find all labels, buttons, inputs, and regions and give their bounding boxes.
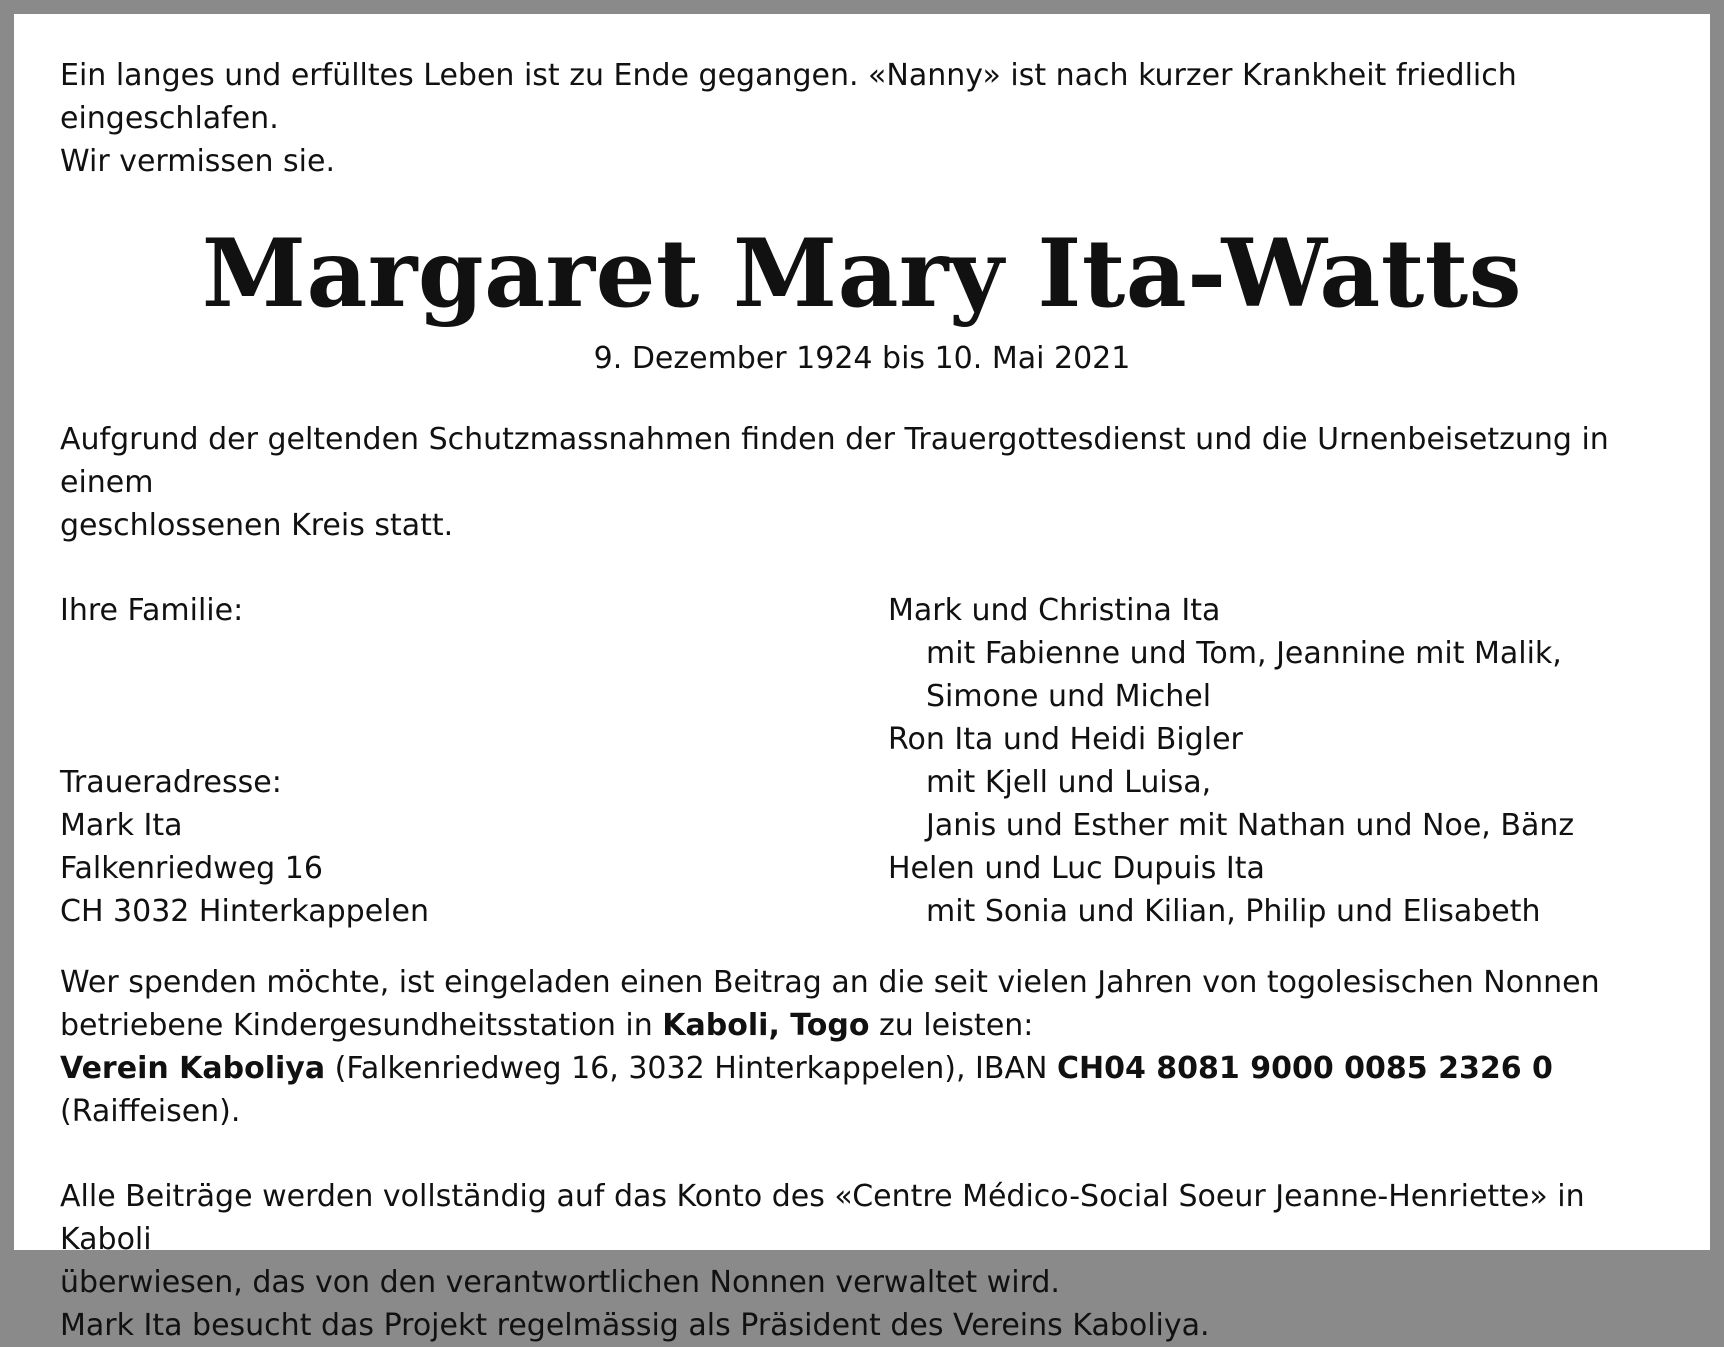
family-members	[888, 589, 1574, 933]
donation-organization: Verein Kaboliya	[60, 1051, 326, 1086]
intro-line: Wir vermissen sie.	[60, 144, 336, 179]
notice-line: geschlossenen Kreis statt.	[60, 508, 454, 543]
family-member: mit Kjell und Luisa,	[926, 765, 1212, 800]
donation-location: Kaboli, Togo	[662, 1008, 870, 1043]
donation-text: zu leisten:	[869, 1008, 1034, 1043]
family-label: Ihre Familie:	[60, 593, 244, 628]
intro-text	[60, 54, 1664, 183]
closing-line: überwiesen, das von den verantwortlichen Nonnen verwaltet wird.	[60, 1265, 1060, 1300]
family-member: Simone und Michel	[926, 679, 1212, 714]
family-member: Ron Ita und Heidi Bigler	[888, 722, 1243, 757]
closing-section	[60, 1175, 1664, 1347]
family-member: Janis und Esther mit Nathan und Noe, Bänz	[926, 808, 1575, 843]
obituary-content	[60, 54, 1664, 1347]
family-member: mit Sonia und Kilian, Philip und Elisabeth	[926, 894, 1541, 929]
donation-line: Wer spenden möchte, ist eingeladen einen Beitrag an die seit vielen Jahren von togolesischen Nonnen	[60, 965, 1600, 1000]
ceremony-notice	[60, 418, 1664, 547]
family-member: Mark und Christina Ita	[888, 593, 1221, 628]
donation-text: betriebene Kindergesundheitsstation in	[60, 1008, 663, 1043]
family-member: Helen und Luc Dupuis Ita	[888, 851, 1265, 886]
address-label: Traueradresse:	[60, 765, 282, 800]
notice-line: Aufgrund der geltenden Schutzmassnahmen finden der Trauergottesdienst und die Urnenbeisetzung in einem	[60, 422, 1609, 500]
family-section	[60, 589, 1664, 933]
mourning-address	[60, 761, 429, 933]
organization-address: (Falkenriedweg 16, 3032 Hinterkappelen), IBAN	[325, 1051, 1057, 1086]
life-dates: 9. Dezember 1924 bis 10. Mai 2021	[593, 341, 1131, 376]
closing-line: Mark Ita besucht das Projekt regelmässig als Präsident des Vereins Kaboliya.	[60, 1308, 1210, 1343]
address-city: CH 3032 Hinterkappelen	[60, 894, 429, 929]
deceased-name: Margaret Mary Ita-Watts	[201, 219, 1523, 329]
obituary-page	[14, 14, 1710, 1343]
iban-number: CH04 8081 9000 0085 2326 0	[1056, 1051, 1553, 1086]
address-street: Falkenriedweg 16	[60, 851, 323, 886]
intro-line: Ein langes und erfülltes Leben ist zu Ende gegangen. «Nanny» ist nach kurzer Krankheit friedlich eingeschlafen.	[60, 58, 1517, 136]
donation-section	[60, 961, 1664, 1133]
family-member: mit Fabienne und Tom, Jeannine mit Malik,	[926, 636, 1562, 671]
donation-line	[60, 1004, 1664, 1047]
closing-line: Alle Beiträge werden vollständig auf das Konto des «Centre Médico-Social Soeur Jeanne-Henriette» in Kaboli	[60, 1179, 1585, 1257]
bank-name: (Raiffeisen).	[60, 1094, 241, 1129]
address-name: Mark Ita	[60, 808, 183, 843]
bank-details	[60, 1047, 1664, 1133]
